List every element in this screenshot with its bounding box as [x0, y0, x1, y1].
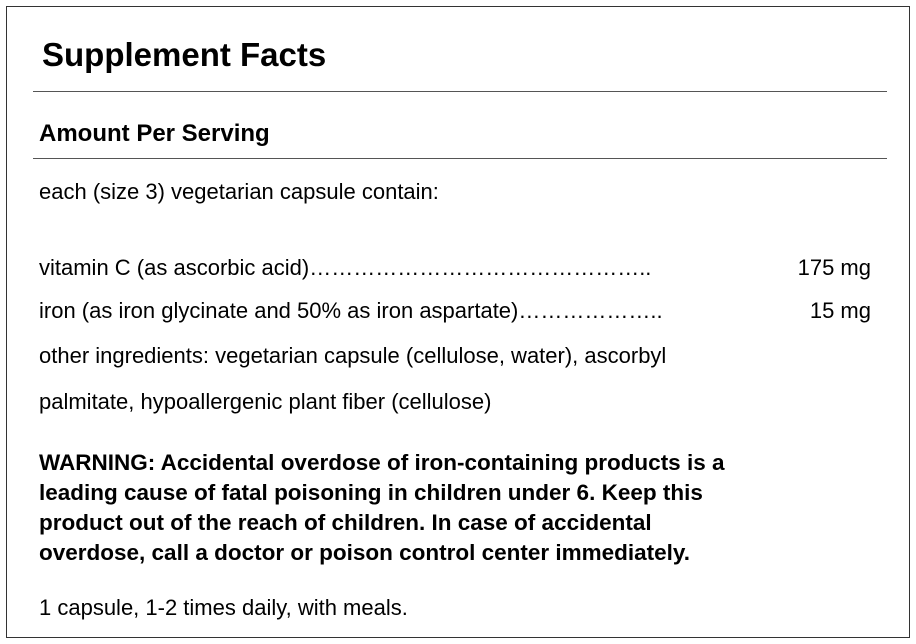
warning-statement [39, 448, 869, 568]
warning-line-4: overdose, call a doctor or poison control center immediately. [39, 540, 690, 565]
nutrient-amount: 175 mg [797, 255, 871, 280]
warning-line-3: product out of the reach of children. In case of accidental [39, 510, 652, 535]
warning-line-1: WARNING: Accidental overdose of iron-containing products is a [39, 450, 725, 475]
nutrient-row-vitamin-c [39, 254, 871, 282]
warning-line-2: leading cause of fatal poisoning in children under 6. Keep this [39, 480, 703, 505]
nutrient-name: iron (as iron glycinate and 50% as iron aspartate) [39, 298, 519, 323]
label-title: Supplement Facts [42, 36, 327, 73]
dot-leader: ……………………………………….. [309, 255, 652, 280]
supplement-facts-panel [6, 6, 910, 638]
amount-per-serving-heading: Amount Per Serving [39, 120, 270, 147]
directions: 1 capsule, 1-2 times daily, with meals. [39, 595, 408, 620]
serving-description: each (size 3) vegetarian capsule contain: [39, 179, 439, 204]
nutrient-row-iron [39, 297, 871, 325]
subheading-divider [33, 158, 887, 159]
nutrient-amount: 15 mg [809, 298, 871, 323]
title-divider [33, 91, 887, 92]
dot-leader: ……………….. [518, 298, 663, 323]
other-ingredients-line-2: palmitate, hypoallergenic plant fiber (cellulose) [39, 389, 492, 414]
nutrient-name: vitamin C (as ascorbic acid) [39, 255, 310, 280]
other-ingredients-line-1: other ingredients: vegetarian capsule (cellulose, water), ascorbyl [39, 343, 667, 368]
